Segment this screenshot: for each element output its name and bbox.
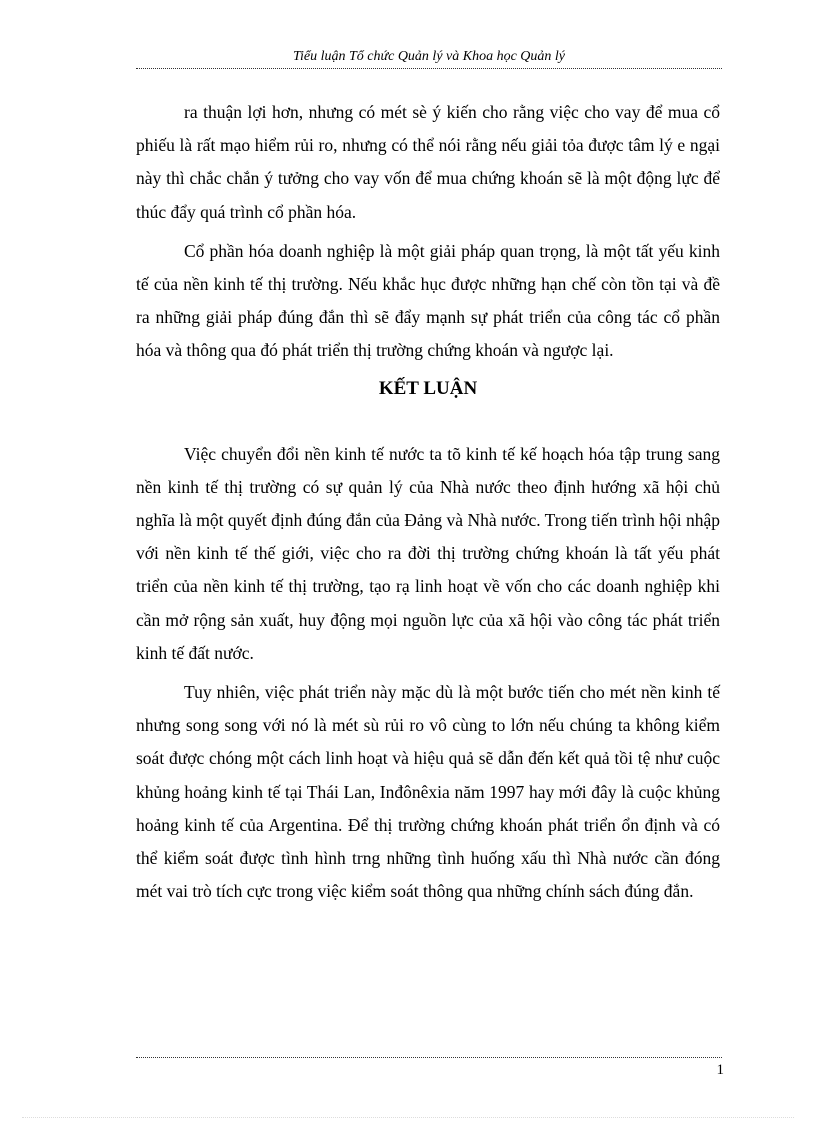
page-header-title: Tiểu luận Tổ chức Quản lý và Khoa học Quản lý — [292, 49, 566, 64]
paragraph-equitization: Cổ phần hóa doanh nghiệp là một giải pháp quan trọng, là một tất yếu kinh tế của nền kinh tế thị trường. Nếu khắc hục được những hạn chế còn tồn tại và đề ra những giải pháp đúng đắn thì sẽ đẩy mạnh sự phát triển của công tác cổ phần hóa và thông qua đó phát triển thị trường chứng khoán và ngược lại. — [136, 240, 720, 361]
page-number: 1 — [716, 1062, 724, 1078]
paragraph-conclusion-2: Tuy nhiên, việc phát triển này mặc dù là một bước tiến cho mét nền kinh tế nhưng song song với nó là mét sù rủi ro vô cùng to lớn nếu chúng ta không kiểm soát được chóng một cách linh hoạt và hiệu quả sẽ dẫn đến kết quả tồi tệ như cuộc khủng hoảng kinh tế tại Thái Lan, Inđônêxia năm 1997 hay mới đây là cuộc khủng hoảng kinh tế của Argentina. Để thị trường chứng khoán phát triển ổn định và có thể kiểm soát được tình hình trng những tình huống xấu thì Nhà nước cần đóng mét vai trò tích cực trong việc kiểm soát thông qua những chính sách đúng đắn. — [136, 682, 720, 902]
section-heading-conclusion: KẾT LUẬN — [378, 377, 478, 399]
paragraph-conclusion-1: Việc chuyển đổi nền kinh tế nước ta tõ kinh tế kế hoạch hóa tập trung sang nền kinh tế thị trường có sự quản lý của Nhà nước theo định hướng xã hội chủ nghĩa là một quyết định đúng đắn của Đảng và Nhà nước. Trong tiến trình hội nhập với nền kinh tế thế giới, việc cho ra đời thị trường chứng khoán là tất yếu phát triển của nền kinh tế thị trường, tạo rạ linh hoạt về vốn cho các doanh nghiệp khi cần mở rộng sản xuất, huy động mọi nguồn lực của xã hội vào công tác phát triển kinh tế đất nước. — [136, 443, 720, 663]
header-divider — [136, 68, 722, 69]
document-body — [136, 96, 720, 914]
paragraph-continuation: ra thuận lợi hơn, nhưng có mét sè ý kiến cho rằng việc cho vay để mua cổ phiếu là rất mạo hiểm rủi ro, nhưng có thể nói rằng nếu giải tỏa được tâm lý e ngại này thì chắc chắn ý tưởng cho vay vốn để mua chứng khoán sẽ là một động lực để thúc đẩy quá trình cổ phần hóa. — [136, 102, 720, 222]
page-bottom-border — [22, 1117, 794, 1118]
footer-divider — [136, 1057, 722, 1058]
